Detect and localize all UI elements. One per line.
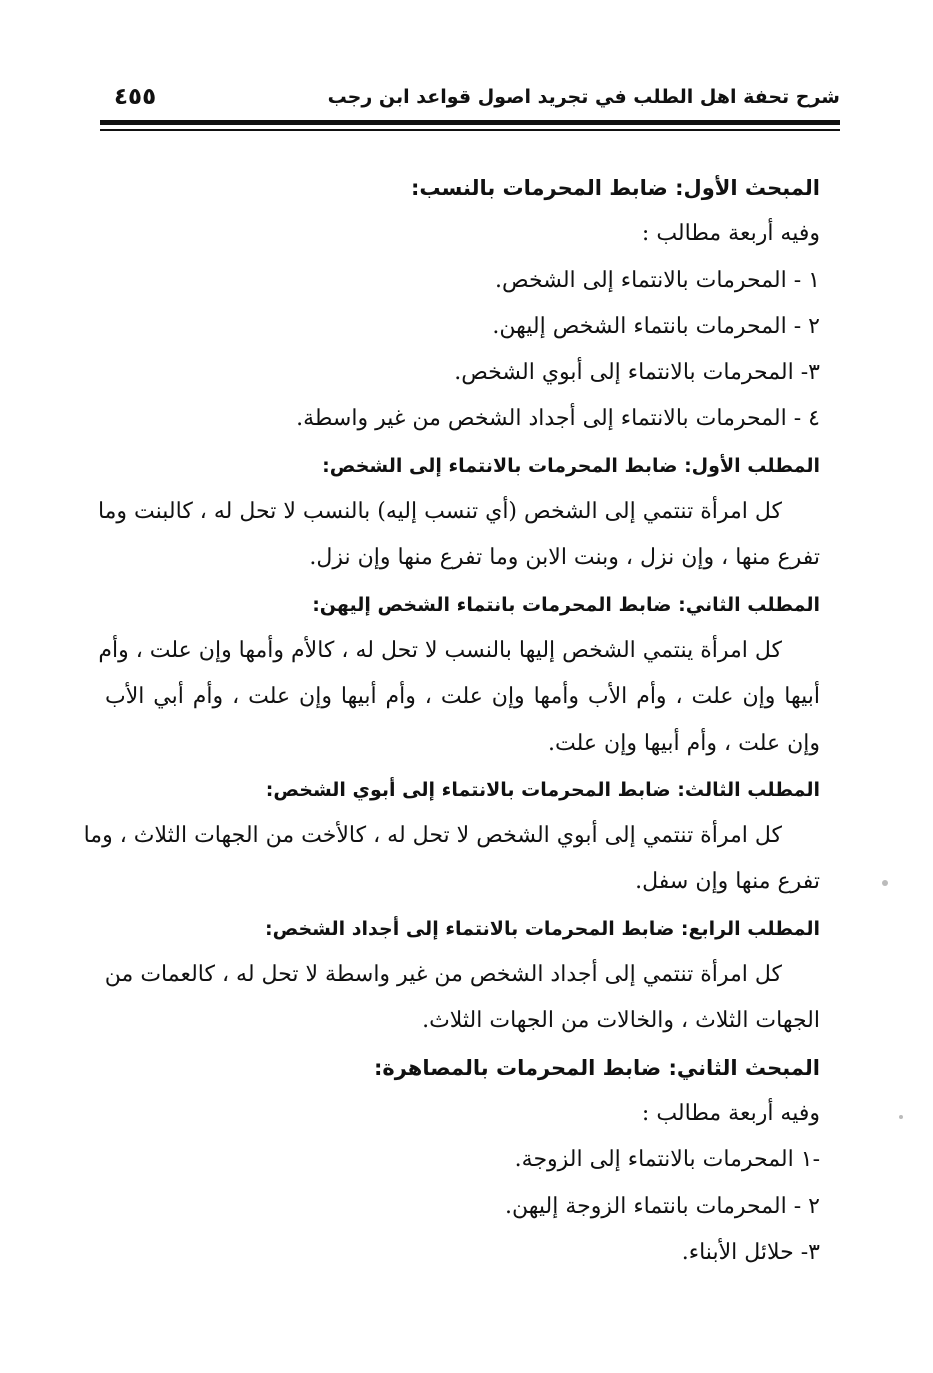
list-item: ١ - المحرمات بالانتماء إلى الشخص.	[495, 267, 820, 293]
header-rule-thin	[100, 129, 840, 131]
subsection-heading: المطلب الثالث: ضابط المحرمات بالانتماء إلى أبوي الشخص:	[265, 778, 820, 801]
paragraph-line: تفرع منها وإن سفل.	[635, 869, 820, 895]
book-title: شرح تحفة اهل الطلب في تجريد اصول قواعد ابن رجب	[327, 86, 840, 108]
list-item: ٣- المحرمات بالانتماء إلى أبوي الشخص.	[454, 360, 820, 386]
page-number: ٤٥٥	[114, 84, 157, 110]
list-item: ٤ - المحرمات بالانتماء إلى أجداد الشخص من غير واسطة.	[296, 406, 820, 432]
margin-dot	[899, 1115, 903, 1119]
subsection-heading: المطلب الأول: ضابط المحرمات بالانتماء إلى الشخص:	[322, 454, 820, 477]
paragraph-line: كل امرأة تنتمي إلى أبوي الشخص لا تحل له ، كالأخت من الجهات الثلاث ، وما	[83, 823, 782, 849]
list-item: ٣- حلائل الأبناء.	[681, 1239, 820, 1265]
section-heading: المبحث الأول: ضابط المحرمات بالنسب:	[411, 176, 820, 200]
margin-dot	[882, 880, 888, 886]
paragraph-line: تفرع منها ، وإن نزل ، وبنت الابن وما تفرع منها وإن نزل.	[309, 545, 820, 571]
paragraph-line: كل امرأة ينتمي الشخص إليها بالنسب لا تحل له ، كالأم وأمها وإن علت ، وأم	[98, 637, 782, 663]
subsection-heading: المطلب الرابع: ضابط المحرمات بالانتماء إلى أجداد الشخص:	[264, 917, 820, 940]
section-heading: المبحث الثاني: ضابط المحرمات بالمصاهرة:	[373, 1055, 820, 1080]
section-intro: وفيه أربعة مطالب :	[641, 1100, 820, 1126]
section-intro: وفيه أربعة مطالب :	[641, 221, 820, 247]
paragraph-line: كل امرأة تنتمي إلى الشخص (أي تنسب إليه) بالنسب لا تحل له ، كالبنت وما	[97, 499, 782, 525]
paragraph-line: كل امرأة تنتمي إلى أجداد الشخص من غير واسطة لا تحل له ، كالعمات من	[104, 962, 782, 988]
paragraph-line: الجهات الثلاث ، والخالات من الجهات الثلاث.	[422, 1008, 820, 1034]
running-header	[100, 86, 840, 116]
page-body	[83, 165, 820, 1276]
list-item: ٢ - المحرمات بانتماء الشخص إليهن.	[492, 313, 820, 339]
subsection-heading: المطلب الثاني: ضابط المحرمات بانتماء الشخص إليهن:	[312, 593, 820, 616]
header-rule-thick	[100, 120, 840, 125]
list-item: -١ المحرمات بالانتماء إلى الزوجة.	[514, 1147, 820, 1173]
paragraph-line: وإن علت ، وأم أبيها وإن علت.	[548, 730, 820, 756]
list-item: ٢ - المحرمات بانتماء الزوجة إليهن.	[505, 1193, 820, 1219]
paragraph-line: أبيها وإن علت ، وأم الأب وأمها وإن علت ، وأم أبيها وإن علت ، وأم أبي الأب	[105, 684, 820, 710]
